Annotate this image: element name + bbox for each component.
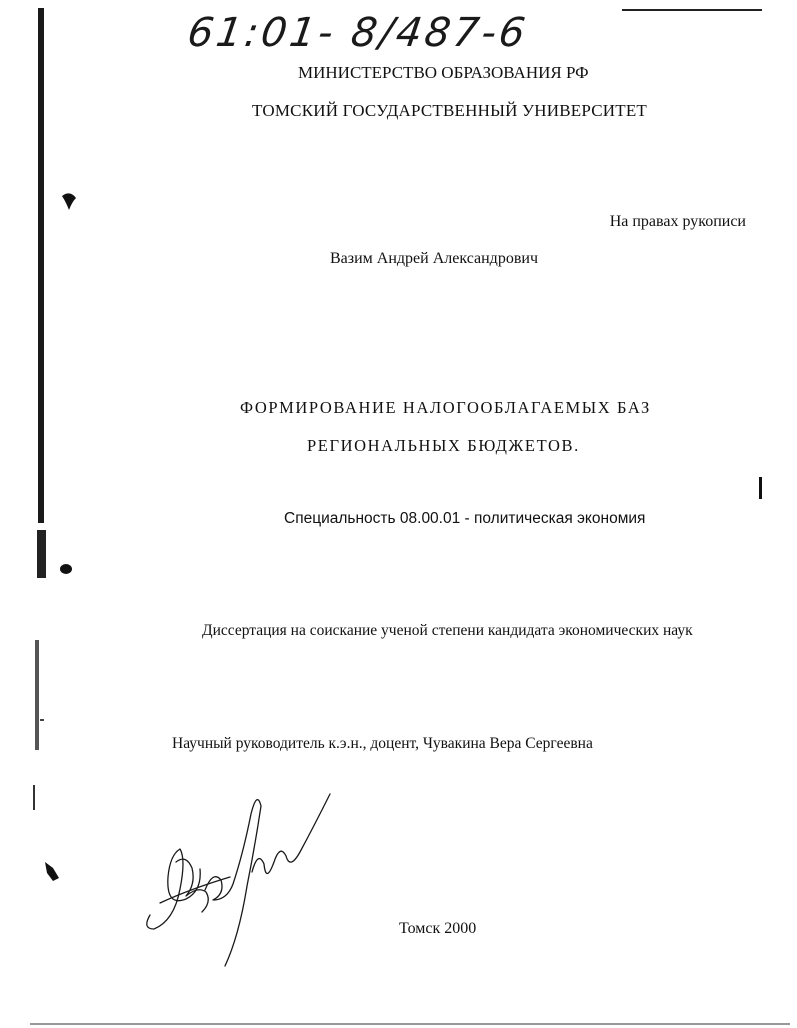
ministry-name: МИНИСТЕРСТВО ОБРАЗОВАНИЯ РФ <box>298 63 589 82</box>
manuscript-rights-note: На правах рукописи <box>609 213 746 230</box>
dissertation-title-line-1: ФОРМИРОВАНИЕ НАЛОГООБЛАГАЕМЫХ БАЗ <box>240 398 651 417</box>
scientific-advisor: Научный руководитель к.э.н., доцент, Чувакина Вера Сергеевна <box>172 735 593 752</box>
dissertation-title-line-2: РЕГИОНАЛЬНЫХ БЮДЖЕТОВ. <box>307 436 580 455</box>
city-and-year: Томск 2000 <box>399 920 477 937</box>
handwritten-archive-code: 61:01- 8/487-6 <box>184 10 531 56</box>
specialty-line: Специальность 08.00.01 - политическая экономия <box>284 510 646 527</box>
signature-stroke <box>252 794 330 874</box>
dissertation-degree-note: Диссертация на соискание ученой степени кандидата экономических наук <box>202 622 693 639</box>
university-name: ТОМСКИЙ ГОСУДАРСТВЕННЫЙ УНИВЕРСИТЕТ <box>252 101 647 120</box>
author-name: Вазим Андрей Александрович <box>330 250 538 267</box>
